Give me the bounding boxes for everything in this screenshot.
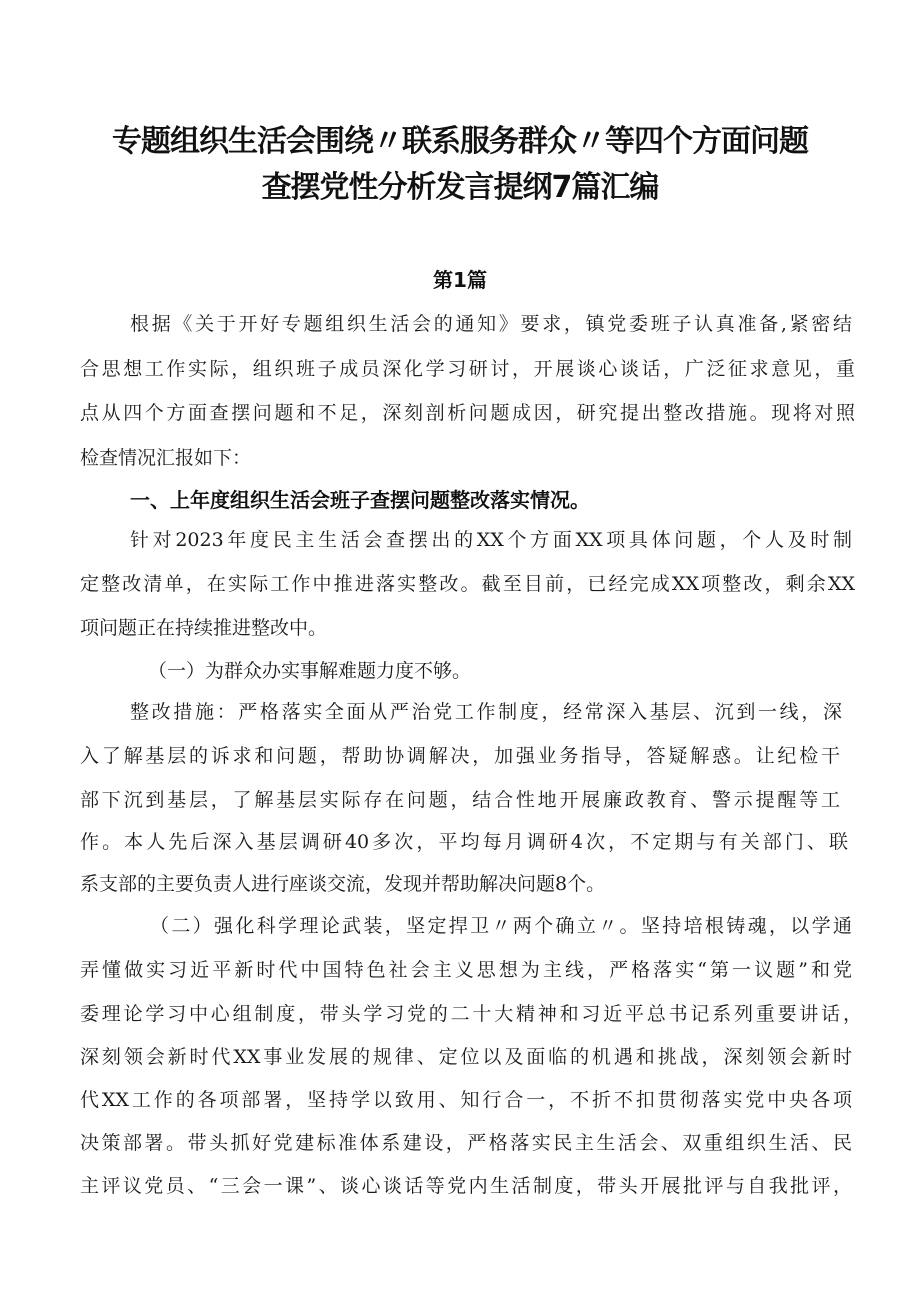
paragraph-line: 主评议党员、“三会一课”、谈心谈话等党内生活制度，带头开展批评与自我批评，	[80, 1175, 852, 1197]
paragraph-line: 代XX工作的各项部署，坚持学以致用、知行合一，不折不扣贯彻落实党中央各项	[80, 1089, 852, 1111]
paragraph-line: 委理论学习中心组制度，带头学习党的二十大精神和习近平总书记系列重要讲话，	[80, 1003, 862, 1025]
section-heading: 一、上年度组织生活会班子查摆问题整改落实情况。	[130, 488, 590, 512]
paragraph-line: 合思想工作实际，组织班子成员深化学习研讨，开展谈心谈话，广泛征求意见，重	[80, 358, 855, 380]
paragraph-line: 部下沉到基层，了解基层实际存在问题，结合性地开展廉政教育、警示提醒等工	[80, 789, 840, 811]
chapter-label: 第1篇	[433, 268, 487, 292]
paragraph-line: 深刻领会新时代XX事业发展的规律、定位以及面临的机遇和挑战，深刻领会新时	[80, 1046, 852, 1068]
paragraph-line: 项问题正在持续推进整改中。	[80, 617, 328, 639]
paragraph-line: 根据《关于开好专题组织生活会的通知》要求，镇党委班子认真准备,紧密结	[130, 313, 852, 335]
document-title-line-1: 专题组织生活会围绕〃联系服务群众〃等四个方面问题	[112, 124, 808, 159]
paragraph-line: 检查情况汇报如下：	[80, 447, 252, 469]
paragraph-line: 定整改清单，在实际工作中推进落实整改。截至目前，已经完成XX项整改，剩余XX	[80, 573, 855, 595]
paragraph-line: 整改措施：严格落实全面从严治党工作制度，经常深入基层、沉到一线，深	[130, 701, 842, 723]
paragraph-line: 点从四个方面查摆问题和不足，深刻剖析问题成因，研究提出整改措施。现将对照	[80, 402, 855, 424]
paragraph-line: （二）强化科学理论武装，坚定捍卫〃两个确立〃。坚持培根铸魂，以学通	[150, 915, 852, 937]
paragraph-line: 系支部的主要负责人进行座谈交流，发现并帮助解决问题8个。	[80, 873, 606, 895]
paragraph-line: 作。本人先后深入基层调研40多次，平均每月调研4次，不定期与有关部门、联	[80, 831, 848, 853]
subsection-heading: （一）为群众办实事解难题力度不够。	[148, 660, 472, 682]
paragraph-line: 针对2023年度民主生活会查摆出的XX个方面XX项具体问题，个人及时制	[130, 529, 852, 551]
paragraph-line: 入了解基层的诉求和问题，帮助协调解决，加强业务指导，答疑解惑。让纪检干	[80, 745, 840, 767]
paragraph-line: 决策部署。带头抓好党建标准体系建设，严格落实民主生活会、双重组织生活、民	[80, 1132, 852, 1154]
document-title-line-2: 查摆党性分析发言提纲7篇汇编	[261, 170, 659, 205]
paragraph-line: 弄懂做实习近平新时代中国特色社会主义思想为主线，严格落实“第一议题”和党	[80, 959, 852, 981]
